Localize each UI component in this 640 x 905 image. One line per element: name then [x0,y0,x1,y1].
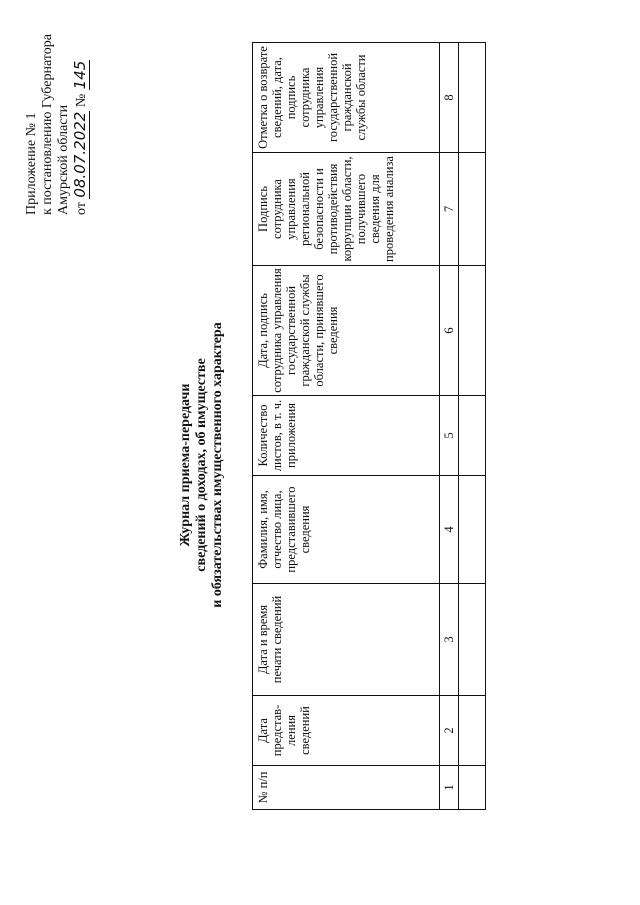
header-cell: Дата представ-ления сведений [253,696,440,766]
header-cell: Дата и время печати сведений [253,584,440,696]
header-row [253,43,440,810]
appendix-line-2: к постановлению Губернатора [40,34,55,215]
header-cell: Подпись сотрудника управления региональной безопасности и противодействия коррупции области, получившего сведения для проведения анализа [253,153,440,266]
appendix-line-1: Приложение № 1 [24,112,39,215]
header-cell: Фамилия, имя, отчество лица, представившего сведения [253,476,440,584]
empty-cell [459,43,486,153]
title-line-2: сведений о доходах, об имуществе [194,358,209,572]
column-number-cell: 2 [440,696,459,766]
appendix-date-line [72,10,90,215]
empty-entry-row [459,43,486,810]
empty-cell [459,766,486,810]
journal-title [178,155,226,775]
empty-cell [459,696,486,766]
column-number-cell: 6 [440,266,459,396]
journal-table [252,42,486,810]
appendix-note [24,10,90,215]
column-number-row [440,43,459,810]
column-number-cell: 1 [440,766,459,810]
column-number-cell: 3 [440,584,459,696]
column-number-cell: 4 [440,476,459,584]
title-line-1: Журнал приема-передачи [178,383,193,547]
handwritten-date: 08.07.2022 [71,111,89,198]
header-cell: Дата, подпись сотрудника управления государственной гражданской службы области, принявшего сведения [253,266,440,396]
empty-cell [459,476,486,584]
header-cell: № п/п [253,766,440,810]
number-prefix: № [74,93,89,108]
empty-cell [459,153,486,266]
from-prefix: от [74,202,89,215]
appendix-line-3: Амурской области [56,104,71,215]
header-cell: Количество листов, в т. ч. приложения [253,396,440,476]
empty-cell [459,396,486,476]
header-cell: Отметка о возврате сведений, дата, подпись сотрудника управления государственной гражданской службы области [253,43,440,153]
handwritten-number: 145 [71,60,89,90]
column-number-cell: 7 [440,153,459,266]
column-number-cell: 8 [440,43,459,153]
title-line-3: и обязательствах имущественного характера [210,322,225,608]
empty-cell [459,266,486,396]
empty-cell [459,584,486,696]
column-number-cell: 5 [440,396,459,476]
